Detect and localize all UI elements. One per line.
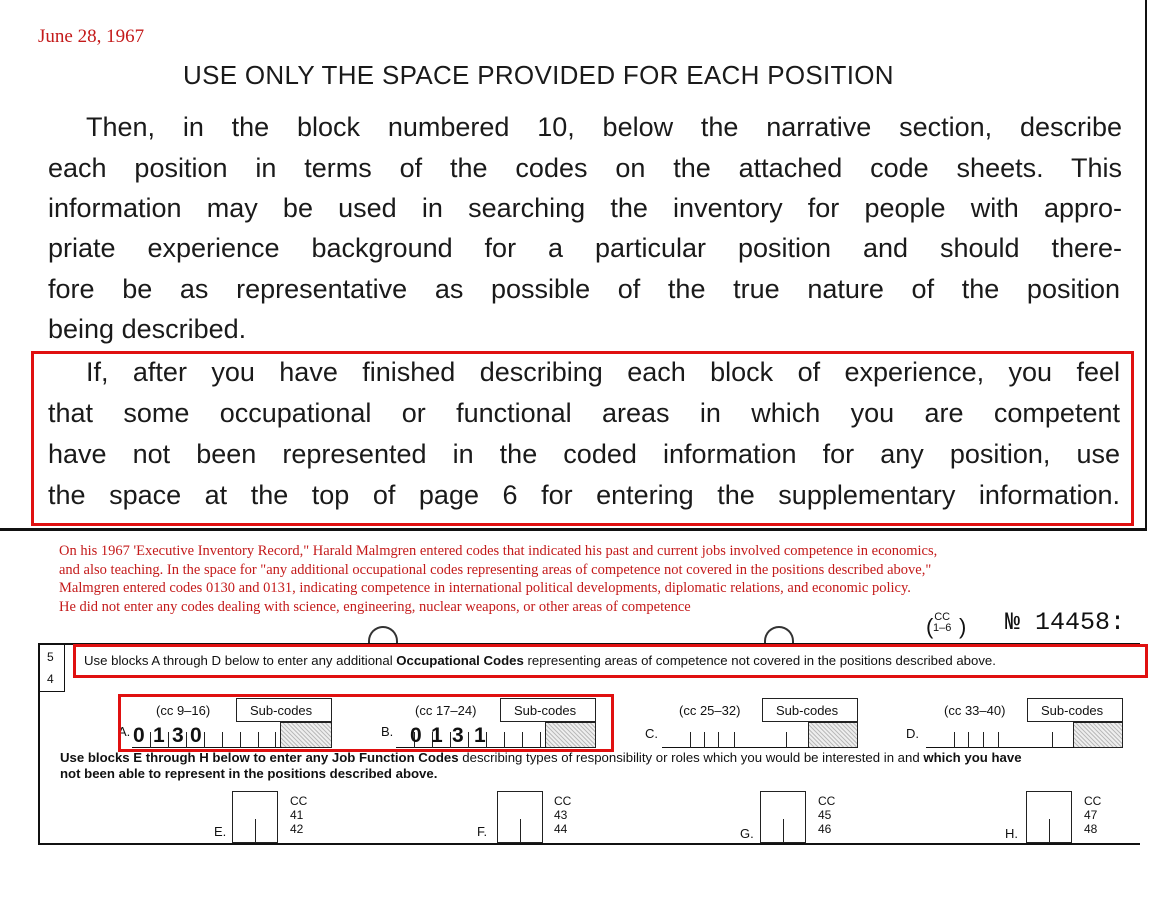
form-side-divider [64, 643, 65, 691]
cc-number: 43 [554, 808, 568, 822]
paragraph-2-line: have not been represented in the coded information for any position, use [48, 439, 1120, 469]
block-g-letter: G. [740, 826, 754, 841]
paren-right: ) [959, 614, 967, 639]
cc-number: 41 [290, 808, 304, 822]
block-c-cc: (cc 25–32) [679, 703, 741, 718]
page-border-bottom [0, 528, 1147, 531]
cc-label: CC [554, 794, 572, 808]
block-a-subcode-label: Sub-codes [250, 703, 313, 718]
block-b-digit[interactable]: 3 [452, 724, 464, 747]
block-b-letter: B. [381, 724, 394, 739]
block-e-letter: E. [214, 824, 227, 839]
side-digit-2: 4 [47, 672, 54, 686]
cc-label: CC [818, 794, 836, 808]
page-heading: USE ONLY THE SPACE PROVIDED FOR EACH POSITION [183, 60, 894, 90]
date-label: June 28, 1967 [38, 26, 145, 47]
instruction-text: describing types of responsibility or roles which you would be interested in and [458, 750, 924, 765]
instruction-text: Use blocks A through D below to enter any [84, 653, 337, 668]
block-b-subcode-label: Sub-codes [514, 703, 577, 718]
annotation-line: Malmgren entered codes 0130 and 0131, indicating competence in international political developments, diplomatic relations, and economic policy. [59, 580, 911, 596]
block-c-baseline [662, 747, 810, 748]
block-g-cc [818, 794, 835, 836]
paragraph-1-line: being described. [48, 314, 247, 344]
form-bottom-rule [38, 843, 1140, 845]
annotation-line: and also teaching. In the space for "any additional occupational codes representing areas of competence not covered in the positions described above," [59, 561, 932, 578]
cc-label-bottom: 1–6 [933, 622, 952, 634]
block-c-subcode-label: Sub-codes [776, 703, 839, 718]
block-a-digit[interactable]: 1 [153, 724, 165, 747]
block-f-cc [554, 794, 571, 836]
cc-number: 48 [1084, 822, 1098, 836]
paragraph-2-line: that some occupational or functional areas in which you are competent [48, 398, 1120, 428]
instruction-job-function-line2: not been able to represent in the positions described above. [60, 766, 438, 781]
cc-number: 42 [290, 822, 304, 836]
instruction-text: Use blocks E through H below to enter any [60, 750, 332, 765]
paragraph-1-line: information may be used in searching the inventory for people with appro- [48, 193, 1122, 223]
cc-number: 45 [818, 808, 832, 822]
block-a-digit[interactable]: 0 [133, 724, 145, 747]
block-h-cc [1084, 794, 1101, 836]
cc-1-6-label [933, 612, 951, 634]
binder-ring [764, 626, 794, 644]
block-h-letter: H. [1005, 826, 1018, 841]
annotation-line: He did not enter any codes dealing with science, engineering, nuclear weapons, or other areas of competence [59, 598, 691, 615]
block-e-cc [290, 794, 307, 836]
form-left-rule [38, 643, 40, 843]
binder-ring [368, 626, 398, 644]
block-a-letter: A. [118, 724, 131, 739]
cc-label: CC [1084, 794, 1102, 808]
block-b-digit[interactable]: 1 [431, 724, 443, 747]
instruction-bold: Occupational Codes [396, 653, 524, 668]
annotation-text [59, 542, 1119, 616]
cc-number: 47 [1084, 808, 1098, 822]
paragraph-2-line: If, after you have finished describing each block of experience, you feel [86, 357, 1120, 387]
instruction-job-function-codes [60, 750, 1022, 765]
block-a-digit[interactable]: 3 [172, 724, 184, 747]
paragraph-1-line: fore be as representative as possible of the true nature of the position [48, 274, 1120, 304]
record-number: № 14458: [1005, 608, 1126, 637]
paren-left: ( [926, 614, 934, 639]
block-c-letter: C. [645, 726, 658, 741]
form-side-rule [38, 691, 65, 692]
block-d-letter: D. [906, 726, 919, 741]
highlight-box-codes [118, 694, 614, 752]
block-d-shaded [1073, 722, 1123, 748]
block-d-cc: (cc 33–40) [944, 703, 1006, 718]
page-border-right [1145, 0, 1147, 528]
paragraph-1-line: each position in terms of the codes on the attached code sheets. This [48, 153, 1122, 183]
cc-number: 44 [554, 822, 568, 836]
annotation-line: On his 1967 'Executive Inventory Record," Harald Malmgren entered codes that indicated his past and current jobs involved competence in economics, [59, 543, 938, 559]
block-d-subcode-label: Sub-codes [1041, 703, 1104, 718]
paragraph-1-line: Then, in the block numbered 10, below the narrative section, describe [86, 112, 1122, 142]
block-a-digit[interactable]: 0 [190, 724, 202, 747]
instruction-occupational-codes [84, 653, 996, 668]
cc-label-top: CC [934, 611, 951, 623]
instruction-bold: which you have [923, 750, 1022, 765]
instruction-text: additional [336, 653, 397, 668]
cc-number: 46 [818, 822, 832, 836]
paragraph-1-line: priate experience background for a particular position and should there- [48, 233, 1122, 263]
block-a-cc: (cc 9–16) [156, 703, 211, 718]
block-c-shaded [808, 722, 858, 748]
instruction-bold: Job Function Codes [331, 750, 459, 765]
block-f-letter: F. [477, 824, 488, 839]
block-b-cc: (cc 17–24) [415, 703, 477, 718]
paragraph-2-line: the space at the top of page 6 for entering the supplementary information. [48, 480, 1120, 510]
block-b-digit[interactable]: 0 [410, 724, 422, 747]
block-b-digit[interactable]: 1 [474, 724, 486, 747]
instruction-text: representing areas of competence not covered in the positions described above. [523, 653, 996, 668]
side-digit-1: 5 [47, 650, 54, 664]
cc-label: CC [290, 794, 308, 808]
